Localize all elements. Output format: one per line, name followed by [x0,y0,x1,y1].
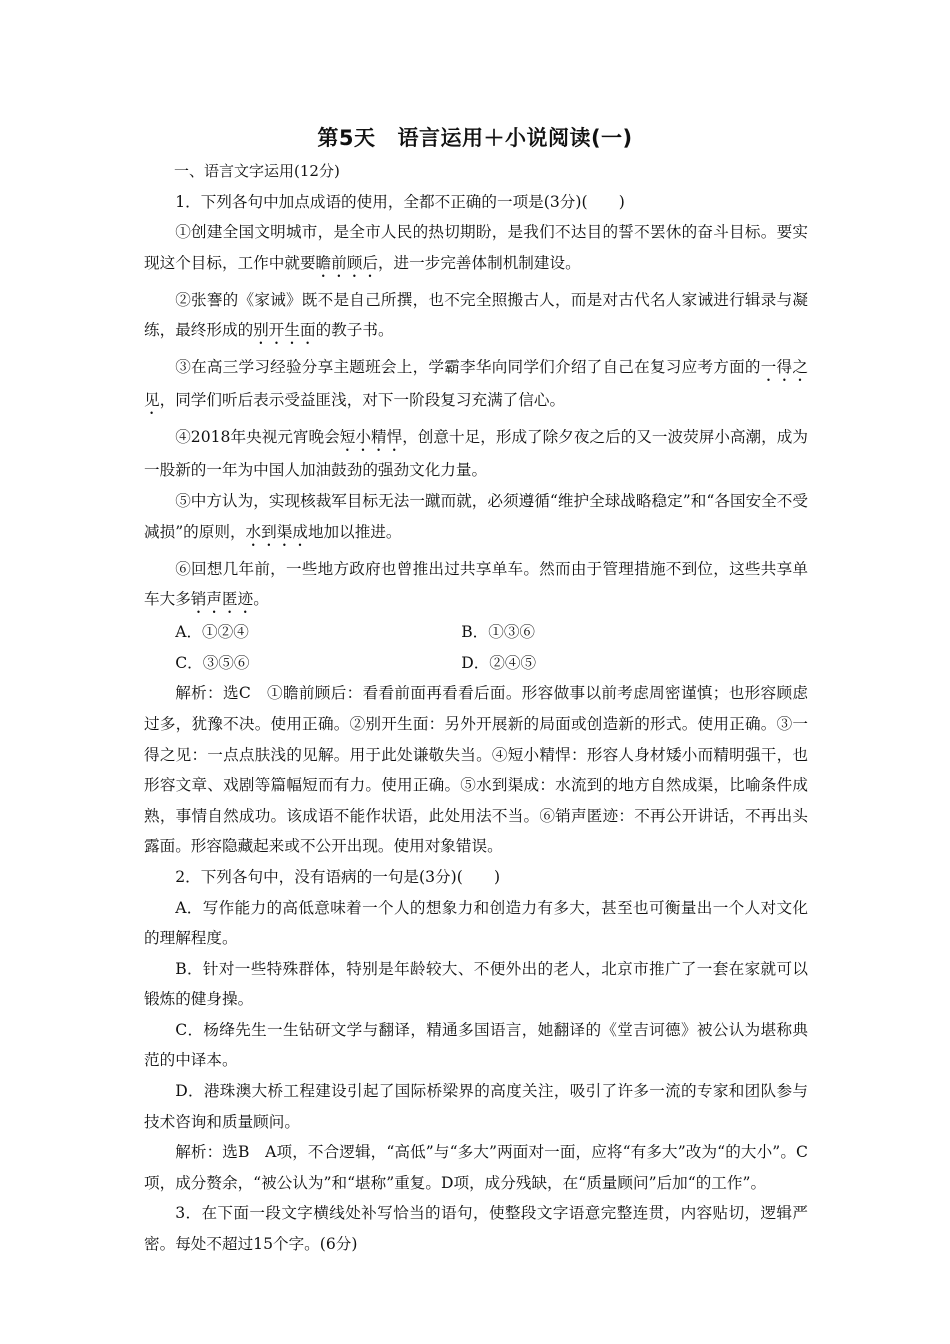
question-1-sentence-2: ②张謇的《家诫》既不是自己所撰，也不完全照搬古人，而是对古代名人家诫进行辑录与凝练，最终形成的别开生面的教子书。 [144,290,808,340]
question-1-sentence-4: ④2018年央视元宵晚会短小精悍，创意十足，形成了除夕夜之后的又一波荧屏小高潮，成为一股新的一年为中国人加油鼓劲的强劲文化力量。 [144,428,808,480]
question-1-analysis: 解析：选C ①瞻前顾后：看看前面再看看后面。形容做事以前考虑周密谨慎；也形容顾虑过多，犹豫不决。使用正确。②别开生面：另外开展新的局面或创造新的形式。使用正确。③一得之见：一点点肤浅的见解。用于此处谦敬失当。④短小精悍：形容人身材矮小而精明强干，也形容文章、戏剧等篇幅短而有力。使用正确。⑤水到渠成：水流到的地方自然成渠，比喻条件成熟，事情自然成功。该成语不能作状语，此处用法不当。⑥销声匿迹：不再公开讲话，不再出头露面。形容隐藏起来或不公开出现。使用对象错误。 [144,684,808,856]
option-a: A．①②④ [175,623,249,642]
question-1-sentence-3: ③在高三学习经验分享主题班会上，学霸李华向同学们介绍了自己在复习应考方面的一得之见，同学们听后表示受益匪浅，对下一阶段复习充满了信心。 [144,358,808,410]
question-1-sentence-5: ⑤中方认为，实现核裁军目标无法一蹴而就，必须遵循“维护全球战略稳定”和“各国安全不受减损”的原则，水到渠成地加以推进。 [144,491,808,541]
page-title [0,122,950,152]
idiom-6: 销声匿迹 [190,590,254,609]
option-d: D．②④⑤ [461,653,537,672]
question-1-sentence-6: ⑥回想几年前，一些地方政府也曾推出过共享单车。然而由于管理措施不到位，这些共享单车大多销声匿迹。 [144,559,808,609]
question-2-option-c: C．杨绛先生一生钻研文学与翻译，精通多国语言，她翻译的《堂吉诃德》被公认为堪称典范的中译本。 [144,1020,808,1070]
question-2-stem: 2．下列各句中，没有语病的一句是(3分)( ) [175,867,501,886]
question-2-analysis: 解析：选B A项，不合逻辑，“高低”与“多大”两面对一面，应将“有多大”改为“的大小”。C项，成分赘余，“被公认为”和“堪称”重复。D项，成分残缺，在“质量顾问”后加“的工作”。 [144,1143,808,1192]
idiom-5: 水到渠成 [245,522,308,541]
title-topic: 语言运用＋小说阅读(一) [397,126,633,150]
question-3-stem: 3．在下面一段文字横线处补写恰当的语句，使整段文字语意完整连贯，内容贴切，逻辑严密。每处不超过15个字。(6分) [144,1204,808,1254]
question-2-option-b: B．针对一些特殊群体，特别是年龄较大、不便外出的老人，北京市推广了一套在家就可以锻炼的健身操。 [144,959,808,1009]
idiom-3: 一得之见 [144,358,808,410]
title-day: 第5天 [317,126,376,150]
idiom-4: 短小精悍 [339,428,403,447]
question-2-option-a: A．写作能力的高低意味着一个人的想象力和创造力有多大，甚至也可衡量出一个人对文化的理解程度。 [144,898,808,948]
idiom-1: 瞻前顾后 [315,253,378,272]
option-b: B．①③⑥ [461,623,536,642]
document-body [144,156,808,1260]
question-1-stem: 1．下列各句中加点成语的使用，全都不正确的一项是(3分)( ) [175,192,625,211]
question-1-sentence-1: ①创建全国文明城市，是全市人民的热切期盼，是我们不达目的誓不罢休的奋斗目标。要实现这个目标，工作中就要瞻前顾后，进一步完善体制机制建设。 [144,223,808,272]
question-1-options-row-1 [144,617,808,648]
option-c: C．③⑤⑥ [175,653,250,672]
idiom-2: 别开生面 [253,321,316,340]
question-1-options-row-2 [144,648,808,679]
question-2-option-d: D．港珠澳大桥工程建设引起了国际桥梁界的高度关注，吸引了许多一流的专家和团队参与技术咨询和质量顾问。 [144,1082,808,1131]
section-heading: 一、语言文字运用(12分) [174,162,340,180]
